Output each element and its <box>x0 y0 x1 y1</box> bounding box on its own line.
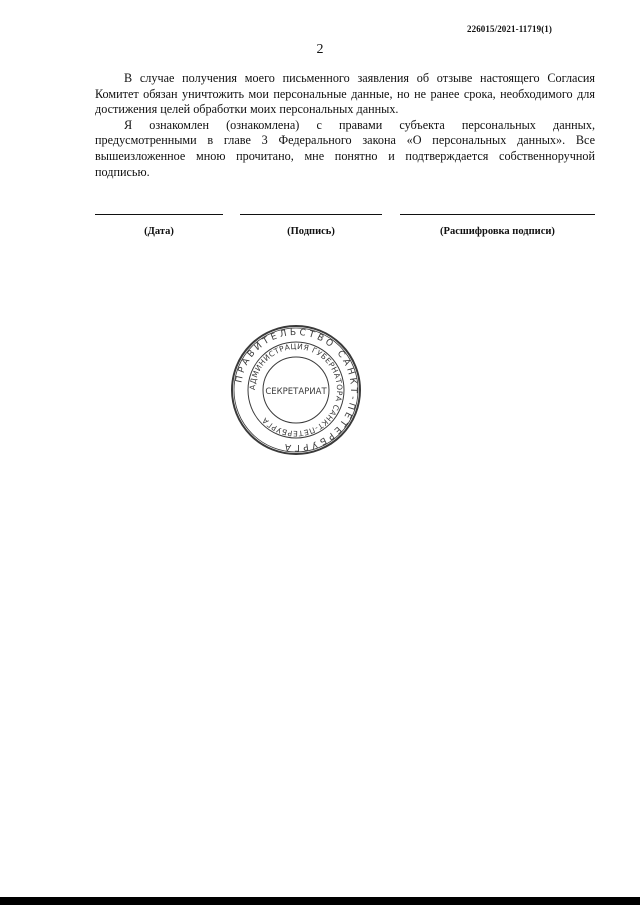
paragraph-acknowledgement: Я ознакомлен (ознакомлена) с правами субъекта персональных данных, предусмотренными в главе 3 Федерального закона «О персональных данных». Все вышеизложенное мною прочитано, мне понятно и подтверждается собственноручной подписью. <box>95 117 595 179</box>
date-label: (Дата) <box>144 226 174 237</box>
date-line <box>95 214 223 215</box>
official-stamp <box>230 324 362 456</box>
paragraph-withdrawal: В случае получения моего письменного заявления об отзыве настоящего Согласия Комитет обязан уничтожить мои персональные данные, но не ранее срока, необходимого для достижения целей обработки моих персональных данных. <box>95 71 595 117</box>
registration-number: 226015/2021-11719(1) <box>467 24 552 34</box>
decoding-label: (Расшифровка подписи) <box>440 226 555 237</box>
document-body <box>95 71 595 180</box>
decoding-line <box>400 214 595 215</box>
stamp-outer-text: ПРАВИТЕЛЬСТВО САНКТ-ПЕТЕРБУРГА <box>234 327 359 453</box>
stamp-center-text: СЕКРЕТАРИАТ <box>265 387 327 397</box>
scan-edge-bar <box>0 897 640 905</box>
signature-line <box>240 214 382 215</box>
signature-label: (Подпись) <box>287 226 335 237</box>
stamp-inner-text: АДМИНИСТРАЦИЯ ГУБЕРНАТОРА САНКТ-ПЕТЕРБУРГА <box>247 341 345 439</box>
page-number: 2 <box>316 42 324 57</box>
